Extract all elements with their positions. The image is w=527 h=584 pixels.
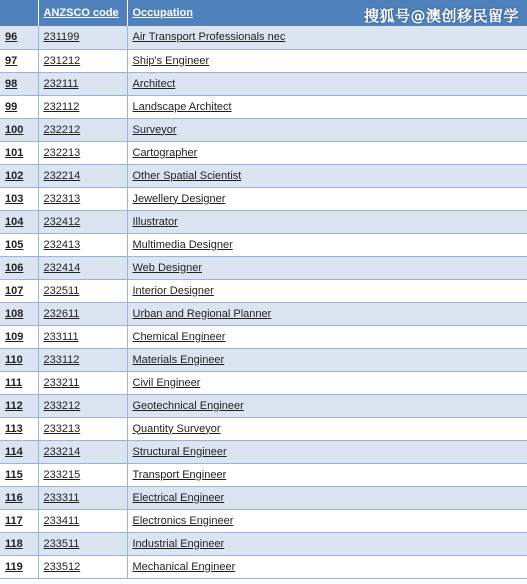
occupation-cell: Other Spatial Scientist (127, 164, 527, 187)
occupation-cell: Quantity Surveyor (127, 417, 527, 440)
anzsco-code-cell: 233212 (38, 394, 127, 417)
table-row (0, 210, 527, 233)
anzsco-code-cell: 232413 (38, 233, 127, 256)
row-number-cell: 105 (0, 233, 38, 256)
table-row (0, 141, 527, 164)
occupation-cell: Multimedia Designer (127, 233, 527, 256)
table-row (0, 532, 527, 555)
table-row (0, 72, 527, 95)
anzsco-code-cell: 231199 (38, 26, 127, 49)
column-header-occupation: Occupation (127, 0, 527, 26)
occupation-cell: Chemical Engineer (127, 325, 527, 348)
table-row (0, 95, 527, 118)
occupation-cell: Electronics Engineer (127, 509, 527, 532)
row-number-cell: 109 (0, 325, 38, 348)
occupation-cell: Electrical Engineer (127, 486, 527, 509)
table-row (0, 394, 527, 417)
row-number-cell: 110 (0, 348, 38, 371)
row-number-cell: 117 (0, 509, 38, 532)
anzsco-code-cell: 233112 (38, 348, 127, 371)
table-row (0, 348, 527, 371)
occupation-cell: Jewellery Designer (127, 187, 527, 210)
table-row (0, 371, 527, 394)
occupation-cell: Surveyor (127, 118, 527, 141)
anzsco-code-cell: 233411 (38, 509, 127, 532)
table-row (0, 509, 527, 532)
anzsco-code-cell: 233311 (38, 486, 127, 509)
occupation-cell: Interior Designer (127, 279, 527, 302)
row-number-cell: 101 (0, 141, 38, 164)
row-number-cell: 111 (0, 371, 38, 394)
table-row (0, 440, 527, 463)
row-number-cell: 97 (0, 49, 38, 72)
row-number-cell: 102 (0, 164, 38, 187)
table-row (0, 279, 527, 302)
anzsco-code-cell: 233512 (38, 555, 127, 578)
anzsco-code-cell: 232313 (38, 187, 127, 210)
anzsco-code-cell: 232414 (38, 256, 127, 279)
occupation-cell: Structural Engineer (127, 440, 527, 463)
column-header-code: ANZSCO code (38, 0, 127, 26)
row-number-cell: 99 (0, 95, 38, 118)
row-number-cell: 116 (0, 486, 38, 509)
table-row (0, 555, 527, 578)
occupation-cell: Transport Engineer (127, 463, 527, 486)
table-row (0, 26, 527, 49)
occupation-cell: Industrial Engineer (127, 532, 527, 555)
anzsco-code-cell: 233211 (38, 371, 127, 394)
table-row (0, 118, 527, 141)
occupation-cell: Web Designer (127, 256, 527, 279)
row-number-cell: 96 (0, 26, 38, 49)
table-body (0, 26, 527, 578)
row-number-cell: 113 (0, 417, 38, 440)
anzsco-code-cell: 232112 (38, 95, 127, 118)
table-row (0, 417, 527, 440)
table-row (0, 486, 527, 509)
table-row (0, 325, 527, 348)
table-row (0, 187, 527, 210)
occupation-cell: Ship's Engineer (127, 49, 527, 72)
anzsco-code-cell: 232412 (38, 210, 127, 233)
row-number-cell: 107 (0, 279, 38, 302)
row-number-cell: 112 (0, 394, 38, 417)
table-row (0, 49, 527, 72)
anzsco-code-cell: 233511 (38, 532, 127, 555)
anzsco-code-cell: 232111 (38, 72, 127, 95)
occupation-cell: Civil Engineer (127, 371, 527, 394)
anzsco-code-cell: 233215 (38, 463, 127, 486)
watermark-text: 搜狐号@澳创移民留学 (363, 7, 519, 25)
anzsco-code-cell: 231212 (38, 49, 127, 72)
anzsco-code-cell: 232212 (38, 118, 127, 141)
table-row (0, 256, 527, 279)
table-row (0, 233, 527, 256)
occupation-cell: Landscape Architect (127, 95, 527, 118)
row-number-cell: 114 (0, 440, 38, 463)
anzsco-code-cell: 232511 (38, 279, 127, 302)
row-number-cell: 118 (0, 532, 38, 555)
anzsco-code-cell: 232213 (38, 141, 127, 164)
anzsco-code-cell: 232611 (38, 302, 127, 325)
anzsco-code-cell: 232214 (38, 164, 127, 187)
occupation-cell: Illustrator (127, 210, 527, 233)
table-row (0, 463, 527, 486)
occupation-cell: Urban and Regional Planner (127, 302, 527, 325)
table-row (0, 302, 527, 325)
column-header-number (0, 0, 38, 26)
table-row (0, 164, 527, 187)
row-number-cell: 103 (0, 187, 38, 210)
row-number-cell: 108 (0, 302, 38, 325)
occupation-cell: Mechanical Engineer (127, 555, 527, 578)
occupation-cell: Materials Engineer (127, 348, 527, 371)
anzsco-code-cell: 233213 (38, 417, 127, 440)
occupation-cell: Air Transport Professionals nec (127, 26, 527, 49)
row-number-cell: 115 (0, 463, 38, 486)
row-number-cell: 106 (0, 256, 38, 279)
occupation-cell: Cartographer (127, 141, 527, 164)
row-number-cell: 98 (0, 72, 38, 95)
anzsco-code-cell: 233214 (38, 440, 127, 463)
row-number-cell: 104 (0, 210, 38, 233)
row-number-cell: 100 (0, 118, 38, 141)
occupation-cell: Architect (127, 72, 527, 95)
row-number-cell: 119 (0, 555, 38, 578)
occupation-cell: Geotechnical Engineer (127, 394, 527, 417)
anzsco-code-cell: 233111 (38, 325, 127, 348)
